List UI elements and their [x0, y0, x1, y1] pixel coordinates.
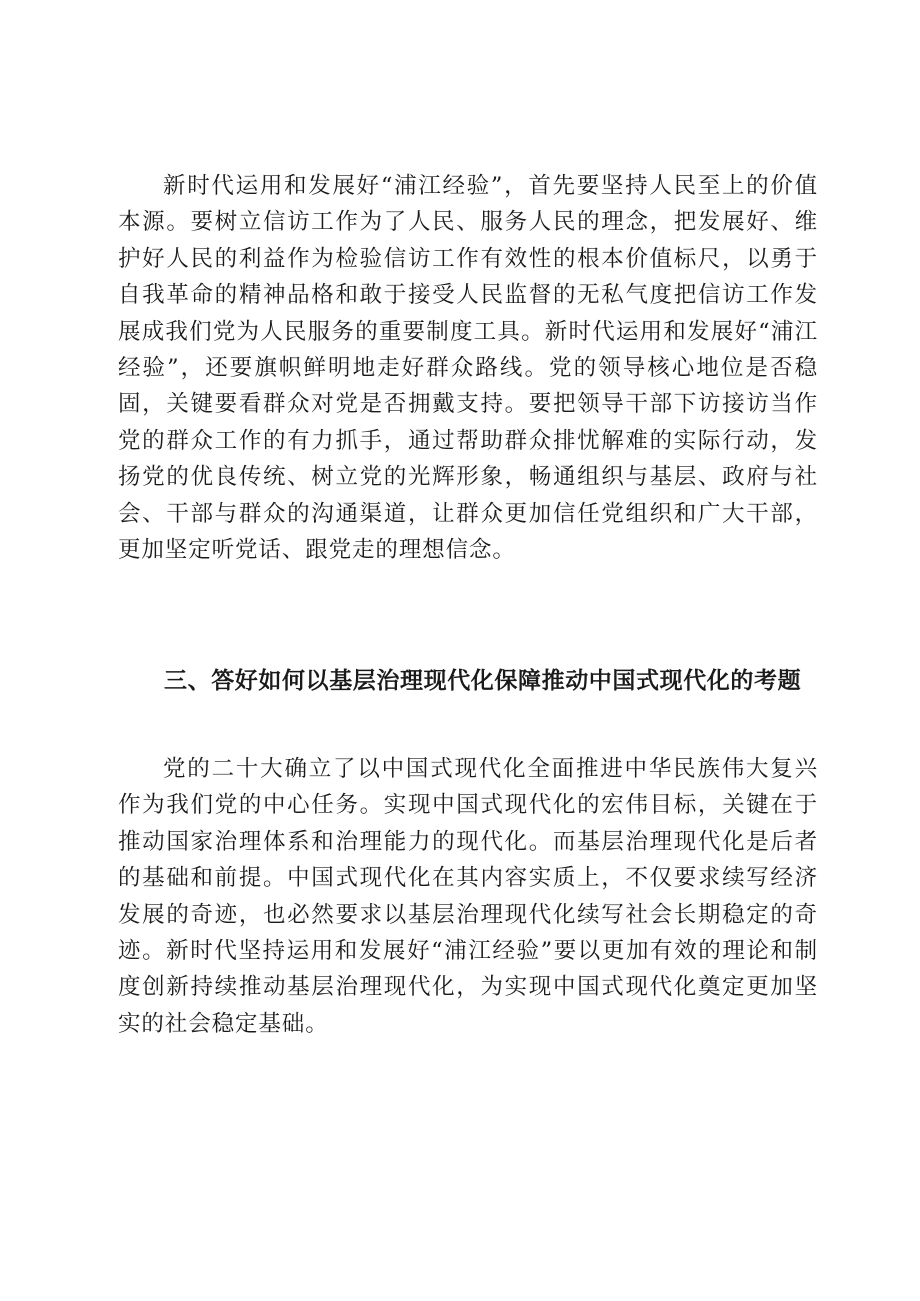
body-paragraph-2: 党的二十大确立了以中国式现代化全面推进中华民族伟大复兴作为我们党的中心任务。实现中国式现代化的宏伟目标，关键在于推动国家治理体系和治理能力的现代化。而基层治理现代化是后者的基础和前提。中国式现代化在其内容实质上，不仅要求续写经济发展的奇迹，也必然要求以基层治理现代化续写社会长期稳定的奇迹。新时代坚持运用和发展好“浦江经验”要以更加有效的理论和制度创新持续推动基层治理现代化，为实现中国式现代化奠定更加坚实的社会稳定基础。 — [118, 756, 818, 1037]
section-heading: 三、答好如何以基层治理现代化保障推动中国式现代化的考题 — [164, 668, 802, 694]
body-paragraph-1: 新时代运用和发展好“浦江经验”，首先要坚持人民至上的价值本源。要树立信访工作为了人民、服务人民的理念，把发展好、维护好人民的利益作为检验信访工作有效性的根本价值标尺，以勇于自我革命的精神品格和敢于接受人民监督的无私气度把信访工作发展成我们党为人民服务的重要制度工具。新时代运用和发展好“浦江经验”，还要旗帜鲜明地走好群众路线。党的领导核心地位是否稳固，关键要看群众对党是否拥戴支持。要把领导干部下访接访当作党的群众工作的有力抓手，通过帮助群众排忧解难的实际行动，发扬党的优良传统、树立党的光辉形象，畅通组织与基层、政府与社会、干部与群众的沟通渠道，让群众更加信任党组织和广大干部，更加坚定听党话、跟党走的理想信念。 — [118, 173, 818, 564]
